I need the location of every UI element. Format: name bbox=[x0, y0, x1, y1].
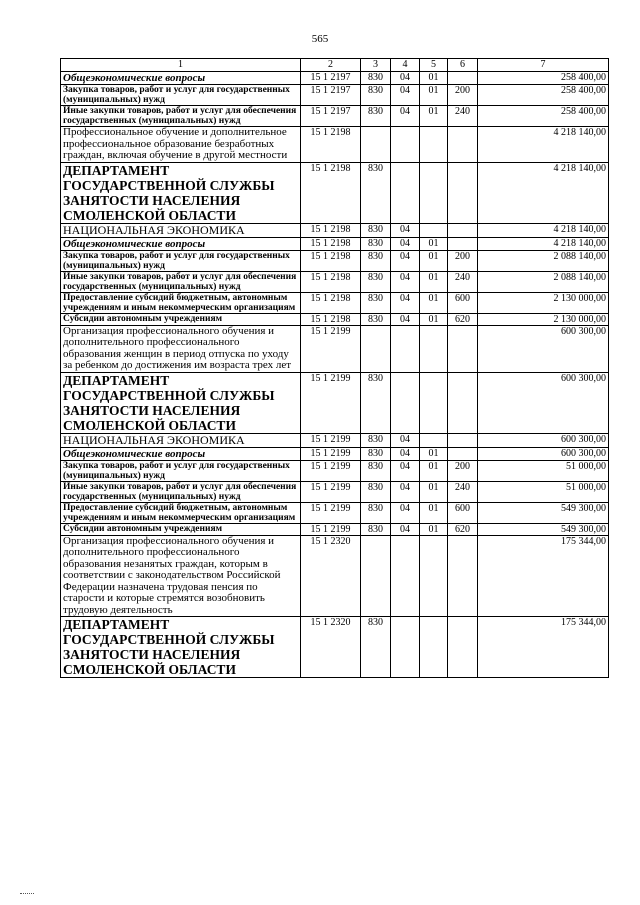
row-ministry-code bbox=[361, 325, 391, 372]
row-section-code: 04 bbox=[391, 481, 420, 502]
row-section-code: 04 bbox=[391, 447, 420, 460]
row-target-code: 15 1 2199 bbox=[301, 481, 361, 502]
row-expense-type bbox=[448, 162, 478, 223]
table-row bbox=[61, 292, 609, 313]
row-ministry-code: 830 bbox=[361, 433, 391, 447]
row-section-code: 04 bbox=[391, 460, 420, 481]
row-ministry-code: 830 bbox=[361, 162, 391, 223]
table-row bbox=[61, 127, 609, 163]
row-target-code: 15 1 2199 bbox=[301, 325, 361, 372]
row-subsection-code: 01 bbox=[420, 72, 448, 85]
row-section-code bbox=[391, 372, 420, 433]
table-row bbox=[61, 481, 609, 502]
row-amount: 175 344,00 bbox=[478, 535, 609, 617]
row-name: Предоставление субсидий бюджетным, автономным учреждениям и иным некоммерческим организациям bbox=[61, 502, 301, 523]
table-row bbox=[61, 372, 609, 433]
row-subsection-code: 01 bbox=[420, 250, 448, 271]
row-section-code: 04 bbox=[391, 523, 420, 535]
row-ministry-code: 830 bbox=[361, 617, 391, 678]
table-row bbox=[61, 502, 609, 523]
row-target-code: 15 1 2199 bbox=[301, 372, 361, 433]
row-expense-type bbox=[448, 447, 478, 460]
row-target-code: 15 1 2199 bbox=[301, 502, 361, 523]
row-amount: 600 300,00 bbox=[478, 372, 609, 433]
header-cell: 4 bbox=[391, 59, 420, 72]
table-row bbox=[61, 106, 609, 127]
row-section-code bbox=[391, 162, 420, 223]
row-subsection-code: 01 bbox=[420, 523, 448, 535]
row-name: Общеэкономические вопросы bbox=[61, 447, 301, 460]
row-subsection-code bbox=[420, 223, 448, 237]
row-target-code: 15 1 2199 bbox=[301, 447, 361, 460]
row-expense-type: 600 bbox=[448, 502, 478, 523]
row-subsection-code: 01 bbox=[420, 271, 448, 292]
row-subsection-code bbox=[420, 535, 448, 617]
row-expense-type bbox=[448, 372, 478, 433]
row-section-code: 04 bbox=[391, 271, 420, 292]
row-ministry-code: 830 bbox=[361, 447, 391, 460]
row-target-code: 15 1 2197 bbox=[301, 72, 361, 85]
header-row bbox=[61, 59, 609, 72]
row-expense-type bbox=[448, 127, 478, 163]
table-row bbox=[61, 433, 609, 447]
row-section-code bbox=[391, 617, 420, 678]
row-ministry-code: 830 bbox=[361, 313, 391, 325]
table-row bbox=[61, 447, 609, 460]
row-name: Субсидии автономным учреждениям bbox=[61, 523, 301, 535]
row-section-code: 04 bbox=[391, 72, 420, 85]
row-ministry-code: 830 bbox=[361, 237, 391, 250]
row-amount: 258 400,00 bbox=[478, 85, 609, 106]
table-row bbox=[61, 271, 609, 292]
row-section-code bbox=[391, 325, 420, 372]
row-amount: 4 218 140,00 bbox=[478, 237, 609, 250]
margin-mark bbox=[20, 885, 34, 894]
row-target-code: 15 1 2198 bbox=[301, 250, 361, 271]
row-name: Иные закупки товаров, работ и услуг для обеспечения государственных (муниципальных) нужд bbox=[61, 271, 301, 292]
row-name: Предоставление субсидий бюджетным, автономным учреждениям и иным некоммерческим организациям bbox=[61, 292, 301, 313]
row-subsection-code: 01 bbox=[420, 292, 448, 313]
header-cell: 1 bbox=[61, 59, 301, 72]
row-expense-type bbox=[448, 535, 478, 617]
header-cell: 6 bbox=[448, 59, 478, 72]
row-target-code: 15 1 2197 bbox=[301, 106, 361, 127]
row-name: Иные закупки товаров, работ и услуг для обеспечения государственных (муниципальных) нужд bbox=[61, 481, 301, 502]
table-row bbox=[61, 250, 609, 271]
row-name: Общеэкономические вопросы bbox=[61, 237, 301, 250]
row-name: ДЕПАРТАМЕНТ ГОСУДАРСТВЕННОЙ СЛУЖБЫ ЗАНЯТОСТИ НАСЕЛЕНИЯ СМОЛЕНСКОЙ ОБЛАСТИ bbox=[61, 162, 301, 223]
row-target-code: 15 1 2198 bbox=[301, 223, 361, 237]
row-target-code: 15 1 2198 bbox=[301, 237, 361, 250]
row-expense-type bbox=[448, 617, 478, 678]
row-section-code: 04 bbox=[391, 292, 420, 313]
table-row bbox=[61, 85, 609, 106]
row-ministry-code: 830 bbox=[361, 372, 391, 433]
row-ministry-code: 830 bbox=[361, 106, 391, 127]
row-name: ДЕПАРТАМЕНТ ГОСУДАРСТВЕННОЙ СЛУЖБЫ ЗАНЯТОСТИ НАСЕЛЕНИЯ СМОЛЕНСКОЙ ОБЛАСТИ bbox=[61, 372, 301, 433]
row-section-code bbox=[391, 535, 420, 617]
row-subsection-code bbox=[420, 433, 448, 447]
row-expense-type: 200 bbox=[448, 460, 478, 481]
row-amount: 175 344,00 bbox=[478, 617, 609, 678]
row-amount: 600 300,00 bbox=[478, 325, 609, 372]
table-row bbox=[61, 617, 609, 678]
row-name: Закупка товаров, работ и услуг для государственных (муниципальных) нужд bbox=[61, 85, 301, 106]
row-amount: 4 218 140,00 bbox=[478, 162, 609, 223]
row-amount: 549 300,00 bbox=[478, 502, 609, 523]
row-target-code: 15 1 2199 bbox=[301, 460, 361, 481]
header-cell: 5 bbox=[420, 59, 448, 72]
page-number: 565 bbox=[311, 33, 329, 45]
table-row bbox=[61, 223, 609, 237]
row-ministry-code: 830 bbox=[361, 481, 391, 502]
row-amount: 2 130 000,00 bbox=[478, 313, 609, 325]
row-target-code: 15 1 2197 bbox=[301, 85, 361, 106]
row-name: Организация профессионального обучения и дополнительного профессионального образования незанятых граждан, которым в соответствии с законодательством Российской Федерации назначена трудовая пенсия по старости и которые стремятся возобновить трудовую деятельность bbox=[61, 535, 301, 617]
table-row bbox=[61, 313, 609, 325]
table-row bbox=[61, 535, 609, 617]
row-subsection-code: 01 bbox=[420, 502, 448, 523]
row-name: НАЦИОНАЛЬНАЯ ЭКОНОМИКА bbox=[61, 223, 301, 237]
row-name: НАЦИОНАЛЬНАЯ ЭКОНОМИКА bbox=[61, 433, 301, 447]
row-amount: 4 218 140,00 bbox=[478, 127, 609, 163]
row-target-code: 15 1 2198 bbox=[301, 292, 361, 313]
row-amount: 258 400,00 bbox=[478, 106, 609, 127]
row-subsection-code bbox=[420, 617, 448, 678]
row-target-code: 15 1 2198 bbox=[301, 313, 361, 325]
row-ministry-code: 830 bbox=[361, 72, 391, 85]
row-ministry-code: 830 bbox=[361, 85, 391, 106]
row-section-code: 04 bbox=[391, 85, 420, 106]
row-subsection-code bbox=[420, 127, 448, 163]
row-subsection-code bbox=[420, 372, 448, 433]
row-name: Организация профессионального обучения и дополнительного профессионального образования женщин в период отпуска по уходу за ребенком до достижения им возраста трех лет bbox=[61, 325, 301, 372]
row-section-code: 04 bbox=[391, 502, 420, 523]
row-target-code: 15 1 2320 bbox=[301, 535, 361, 617]
row-section-code: 04 bbox=[391, 250, 420, 271]
row-ministry-code bbox=[361, 127, 391, 163]
row-subsection-code: 01 bbox=[420, 106, 448, 127]
row-subsection-code: 01 bbox=[420, 85, 448, 106]
row-name: Общеэкономические вопросы bbox=[61, 72, 301, 85]
row-expense-type bbox=[448, 223, 478, 237]
row-target-code: 15 1 2320 bbox=[301, 617, 361, 678]
budget-table bbox=[60, 58, 609, 678]
row-ministry-code: 830 bbox=[361, 523, 391, 535]
row-target-code: 15 1 2198 bbox=[301, 127, 361, 163]
row-name: ДЕПАРТАМЕНТ ГОСУДАРСТВЕННОЙ СЛУЖБЫ ЗАНЯТОСТИ НАСЕЛЕНИЯ СМОЛЕНСКОЙ ОБЛАСТИ bbox=[61, 617, 301, 678]
row-amount: 258 400,00 bbox=[478, 72, 609, 85]
row-amount: 600 300,00 bbox=[478, 433, 609, 447]
row-name: Субсидии автономным учреждениям bbox=[61, 313, 301, 325]
row-ministry-code: 830 bbox=[361, 292, 391, 313]
row-ministry-code: 830 bbox=[361, 223, 391, 237]
row-section-code bbox=[391, 127, 420, 163]
table-row bbox=[61, 460, 609, 481]
row-amount: 51 000,00 bbox=[478, 481, 609, 502]
row-amount: 2 088 140,00 bbox=[478, 271, 609, 292]
table-row bbox=[61, 72, 609, 85]
table-row bbox=[61, 237, 609, 250]
row-section-code: 04 bbox=[391, 223, 420, 237]
row-section-code: 04 bbox=[391, 433, 420, 447]
table-row bbox=[61, 325, 609, 372]
row-subsection-code: 01 bbox=[420, 460, 448, 481]
row-expense-type bbox=[448, 325, 478, 372]
row-expense-type: 200 bbox=[448, 85, 478, 106]
row-target-code: 15 1 2198 bbox=[301, 271, 361, 292]
row-expense-type: 600 bbox=[448, 292, 478, 313]
row-expense-type: 240 bbox=[448, 106, 478, 127]
table-row bbox=[61, 162, 609, 223]
row-subsection-code: 01 bbox=[420, 447, 448, 460]
row-subsection-code: 01 bbox=[420, 481, 448, 502]
row-subsection-code: 01 bbox=[420, 313, 448, 325]
row-ministry-code: 830 bbox=[361, 502, 391, 523]
row-amount: 2 088 140,00 bbox=[478, 250, 609, 271]
header-cell: 3 bbox=[361, 59, 391, 72]
header-cell: 7 bbox=[478, 59, 609, 72]
row-name: Иные закупки товаров, работ и услуг для обеспечения государственных (муниципальных) нужд bbox=[61, 106, 301, 127]
row-expense-type bbox=[448, 237, 478, 250]
row-section-code: 04 bbox=[391, 106, 420, 127]
row-subsection-code bbox=[420, 325, 448, 372]
row-expense-type: 240 bbox=[448, 481, 478, 502]
row-ministry-code: 830 bbox=[361, 460, 391, 481]
row-target-code: 15 1 2199 bbox=[301, 523, 361, 535]
header-cell: 2 bbox=[301, 59, 361, 72]
row-expense-type bbox=[448, 433, 478, 447]
row-expense-type: 200 bbox=[448, 250, 478, 271]
row-ministry-code bbox=[361, 535, 391, 617]
row-name: Закупка товаров, работ и услуг для государственных (муниципальных) нужд bbox=[61, 250, 301, 271]
row-ministry-code: 830 bbox=[361, 250, 391, 271]
row-section-code: 04 bbox=[391, 237, 420, 250]
row-name: Профессиональное обучение и дополнительное профессиональное образование безработных граждан, включая обучение в другой местности bbox=[61, 127, 301, 163]
row-amount: 549 300,00 bbox=[478, 523, 609, 535]
row-target-code: 15 1 2199 bbox=[301, 433, 361, 447]
row-target-code: 15 1 2198 bbox=[301, 162, 361, 223]
row-amount: 51 000,00 bbox=[478, 460, 609, 481]
row-expense-type: 240 bbox=[448, 271, 478, 292]
row-expense-type: 620 bbox=[448, 523, 478, 535]
row-subsection-code: 01 bbox=[420, 237, 448, 250]
row-amount: 600 300,00 bbox=[478, 447, 609, 460]
row-expense-type: 620 bbox=[448, 313, 478, 325]
row-expense-type bbox=[448, 72, 478, 85]
row-amount: 4 218 140,00 bbox=[478, 223, 609, 237]
row-name: Закупка товаров, работ и услуг для государственных (муниципальных) нужд bbox=[61, 460, 301, 481]
row-amount: 2 130 000,00 bbox=[478, 292, 609, 313]
row-ministry-code: 830 bbox=[361, 271, 391, 292]
table-row bbox=[61, 523, 609, 535]
row-section-code: 04 bbox=[391, 313, 420, 325]
row-subsection-code bbox=[420, 162, 448, 223]
